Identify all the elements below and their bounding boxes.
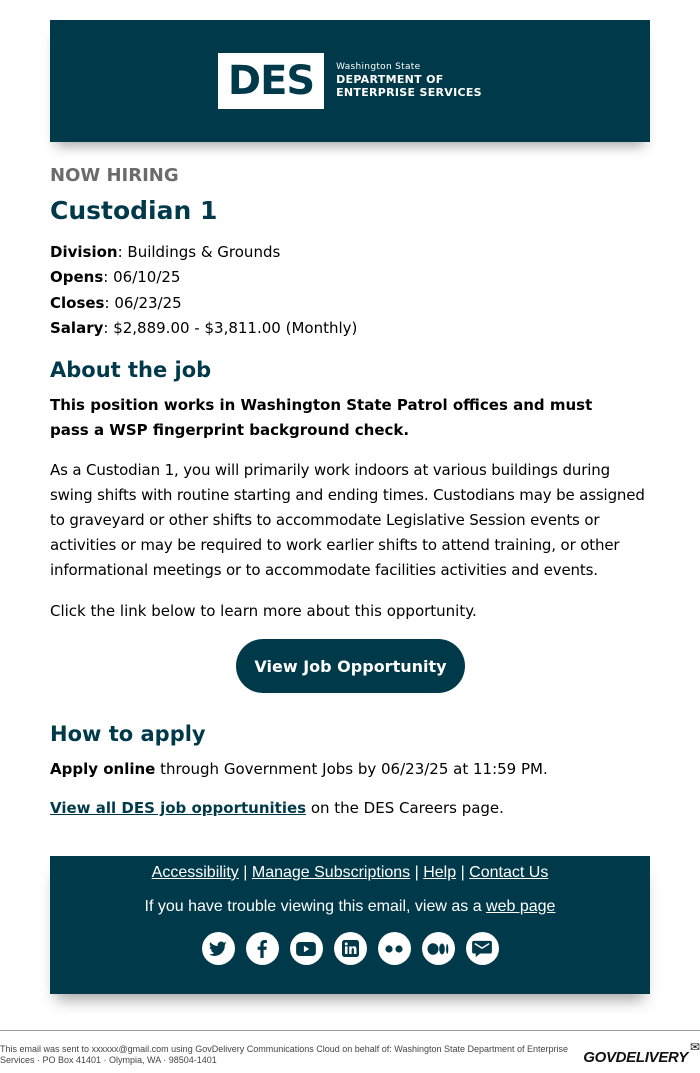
org-line-1: Washington State xyxy=(336,62,421,73)
govdelivery-logo: GOVDELIVERY xyxy=(583,1049,688,1066)
about-lead: This position works in Washington State Patrol offices and must pass a WSP fingerprint background check. xyxy=(50,396,593,439)
closes-value: : 06/23/25 xyxy=(104,293,182,312)
opens-label: Opens xyxy=(50,268,104,287)
des-logo-mark: DES xyxy=(218,53,324,109)
all-jobs-rest: on the DES Careers page. xyxy=(306,799,504,817)
division-label: Division xyxy=(50,243,118,261)
view-as-web-text xyxy=(50,898,650,916)
salary-label: Salary xyxy=(50,318,104,337)
des-logo-text xyxy=(336,62,482,99)
apply-online-bold: Apply online xyxy=(50,760,156,778)
manage-subscriptions-link[interactable]: Manage Subscriptions xyxy=(251,864,411,881)
apply-online-rest: through Government Jobs by 06/23/25 at 11:59 PM. xyxy=(155,760,548,778)
how-to-apply-heading: How to apply xyxy=(50,722,206,746)
salary-value: : $2,889.00 - $3,811.00 (Monthly) xyxy=(103,318,358,337)
closes-label: Closes xyxy=(50,293,105,312)
about-heading: About the job xyxy=(50,358,212,382)
trouble-text: If you have trouble viewing this email, view as a xyxy=(144,898,487,915)
job-details xyxy=(50,240,357,341)
youtube-icon[interactable] xyxy=(290,932,323,965)
all-jobs-text xyxy=(50,796,650,821)
division-value: : Buildings & Grounds xyxy=(117,243,281,261)
opens-value: : 06/10/25 xyxy=(103,268,181,287)
view-all-des-jobs-link[interactable]: View all DES job opportunities xyxy=(50,799,307,817)
click-text: Click the link below to learn more about this opportunity. xyxy=(50,602,477,620)
now-hiring-label: NOW HIRING xyxy=(50,165,179,186)
accessibility-link[interactable]: Accessibility xyxy=(151,864,239,881)
envelope-icon: ✉ xyxy=(689,1040,700,1054)
org-line-2: DEPARTMENT OF xyxy=(336,73,444,87)
linkedin-icon[interactable] xyxy=(334,932,367,965)
sent-to-notice: This email was sent to xxxxxx@gmail.com using GovDelivery Communications Cloud on behalf of: Washington State Department of Enterprise Services · PO Box 41401 · Olympia, WA · 98504-1401 xyxy=(0,1044,569,1065)
facebook-icon[interactable] xyxy=(246,932,279,965)
twitter-icon[interactable] xyxy=(202,932,235,965)
des-logo xyxy=(218,53,482,109)
social-icons xyxy=(50,932,650,965)
about-body: As a Custodian 1, you will primarily work indoors at various buildings during swing shifts with routine starting and ending times. Custodians may be assigned to graveyard or other shifts to accommodate Legislative Session events or activities or may be required to work earlier shifts to attend training, or other informational meetings or to accommodate facilities activities and events. xyxy=(50,461,645,579)
bottom-notice-bar xyxy=(0,1030,700,1073)
header-banner xyxy=(50,20,650,142)
job-title: Custodian 1 xyxy=(50,196,218,225)
division-row xyxy=(50,240,357,265)
help-link[interactable]: Help xyxy=(423,864,457,881)
email-icon[interactable] xyxy=(466,932,499,965)
footer-sep: | xyxy=(238,864,252,881)
web-page-link[interactable]: web page xyxy=(486,898,556,915)
view-job-opportunity-button[interactable]: View Job Opportunity xyxy=(236,639,465,693)
salary-row xyxy=(50,316,357,341)
closes-row xyxy=(50,291,357,316)
apply-online-text xyxy=(50,757,650,782)
footer-sep: | xyxy=(410,864,424,881)
email-body xyxy=(50,20,650,915)
medium-icon[interactable] xyxy=(422,932,455,965)
footer-links xyxy=(50,864,650,882)
opens-row xyxy=(50,265,357,290)
email-footer xyxy=(50,856,650,994)
footer-sep: | xyxy=(456,864,470,881)
contact-us-link[interactable]: Contact Us xyxy=(469,864,549,881)
org-line-3: ENTERPRISE SERVICES xyxy=(336,86,482,100)
flickr-icon[interactable] xyxy=(378,932,411,965)
